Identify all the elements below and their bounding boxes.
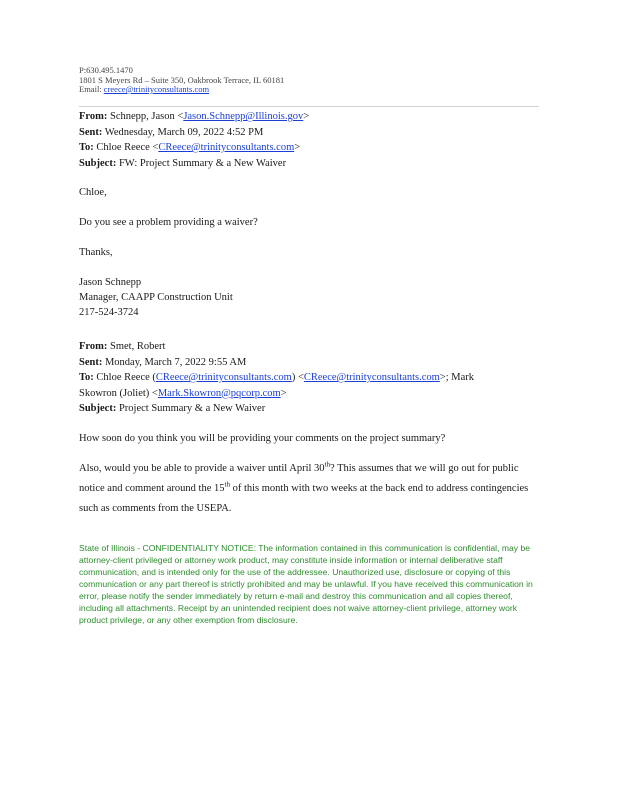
email2-from-name: Smet, Robert <box>110 341 166 352</box>
from-label: From: <box>79 111 108 122</box>
sent-label: Sent: <box>79 356 103 368</box>
email2-p1-b: ? This assumes that we will go out for public notice and comment around the 15 <box>79 463 519 494</box>
email2-to-email-link-3[interactable]: Mark.Skowron@pqcorp.com <box>157 387 281 399</box>
email1-from-line <box>79 109 309 125</box>
email2-to-name-2: Skowron (Joliet) < <box>79 387 158 399</box>
header-divider <box>79 106 539 107</box>
email2-p1-sup2: th <box>224 480 230 489</box>
confidentiality-notice: State of Illinois - CONFIDENTIALITY NOTICE: The information contained in this communication is confidential, may be attorney-client privileged or attorney work product, may constitute inside information or internal deliberative staff communication, and is intended only for the use of the addressee. Unauthorized use, disclosure or copying of this communication or any part thereof is strictly prohibited and may be unlawful. If you have received this communication in error, please notify the sender immediately by return e-mail and destroy this communication and all copies thereof, including all attachments. Receipt by an unintended recipient does not waive attorney-client privilege, attorney work product privilege, or any other exemption from disclosure. <box>79 543 533 625</box>
subject-label: Subject: <box>79 403 117 414</box>
to-label: To: <box>79 372 94 383</box>
email2-paragraph <box>79 459 534 519</box>
email1-question: Do you see a problem providing a waiver? <box>79 217 258 228</box>
email2-subject-line <box>79 401 474 417</box>
email2-to-line <box>79 370 474 386</box>
email1-subject-line <box>79 156 309 172</box>
signature-name: Jason Schnepp <box>79 277 142 288</box>
email2-to-name: Chloe Reece ( <box>96 372 156 383</box>
email1-sent-line <box>79 125 309 141</box>
email2-sent-line <box>79 355 474 371</box>
signature-email-link[interactable]: creece@trinityconsultants.com <box>103 84 210 94</box>
email1-to-close: > <box>294 142 301 153</box>
email2-p1-a: Also, would you be able to provide a waiver until April 30 <box>79 463 325 474</box>
from-label: From: <box>79 341 108 352</box>
email1-thanks: Thanks, <box>79 247 113 258</box>
signature-email-label: Email: <box>79 84 102 94</box>
signature-phone: P:630.495.1470 <box>79 65 133 75</box>
email2-to-email-link-2[interactable]: CReece@trinityconsultants.com <box>303 372 440 383</box>
email2-header <box>79 339 474 417</box>
email2-p1-c: of this month with two weeks at the back end to address contingencies such as comments from the USEPA. <box>79 483 529 514</box>
email2-p1-sup1: th <box>324 460 330 469</box>
email1-from-email-link[interactable]: Jason.Schnepp@Illinois.gov <box>183 111 304 122</box>
email2-to-tail: >; Mark <box>439 372 475 383</box>
email2-from-line <box>79 339 474 355</box>
email2-question: How soon do you think you will be providing your comments on the project summary? <box>79 433 446 444</box>
email1-signature <box>79 275 233 320</box>
signature-address: 1801 S Meyers Rd – Suite 350, Oakbrook Terrace, IL 60181 <box>79 74 285 85</box>
email2-sent-date: Monday, March 7, 2022 9:55 AM <box>104 356 247 368</box>
email1-subject: FW: Project Summary & a New Waiver <box>118 157 287 169</box>
email1-to-email-link[interactable]: CReece@trinityconsultants.com <box>158 142 295 153</box>
email1-sent-date: Wednesday, March 09, 2022 4:52 PM <box>104 126 264 138</box>
signature-email-line <box>79 85 284 95</box>
email1-greeting: Chloe, <box>79 187 107 198</box>
sent-label: Sent: <box>79 126 103 138</box>
email1-to-name: Chloe Reece < <box>96 142 159 153</box>
email1-from-name: Schnepp, Jason < <box>110 111 184 122</box>
signature-phone: 217-524-3724 <box>79 307 139 318</box>
email2-subject: Project Summary & a New Waiver <box>118 403 266 414</box>
signature-title: Manager, CAAPP Construction Unit <box>79 292 233 303</box>
sender-signature <box>79 66 284 95</box>
email1-to-line <box>79 140 309 156</box>
subject-label: Subject: <box>79 157 117 169</box>
email1-from-close: > <box>303 111 310 122</box>
email2-to-email-link-1[interactable]: CReece@trinityconsultants.com <box>155 372 292 383</box>
email1-header <box>79 109 309 171</box>
email2-to-close: > <box>280 387 287 399</box>
email2-to-line-2 <box>79 386 474 402</box>
to-label: To: <box>79 142 94 153</box>
email2-to-mid: ) < <box>291 372 304 383</box>
